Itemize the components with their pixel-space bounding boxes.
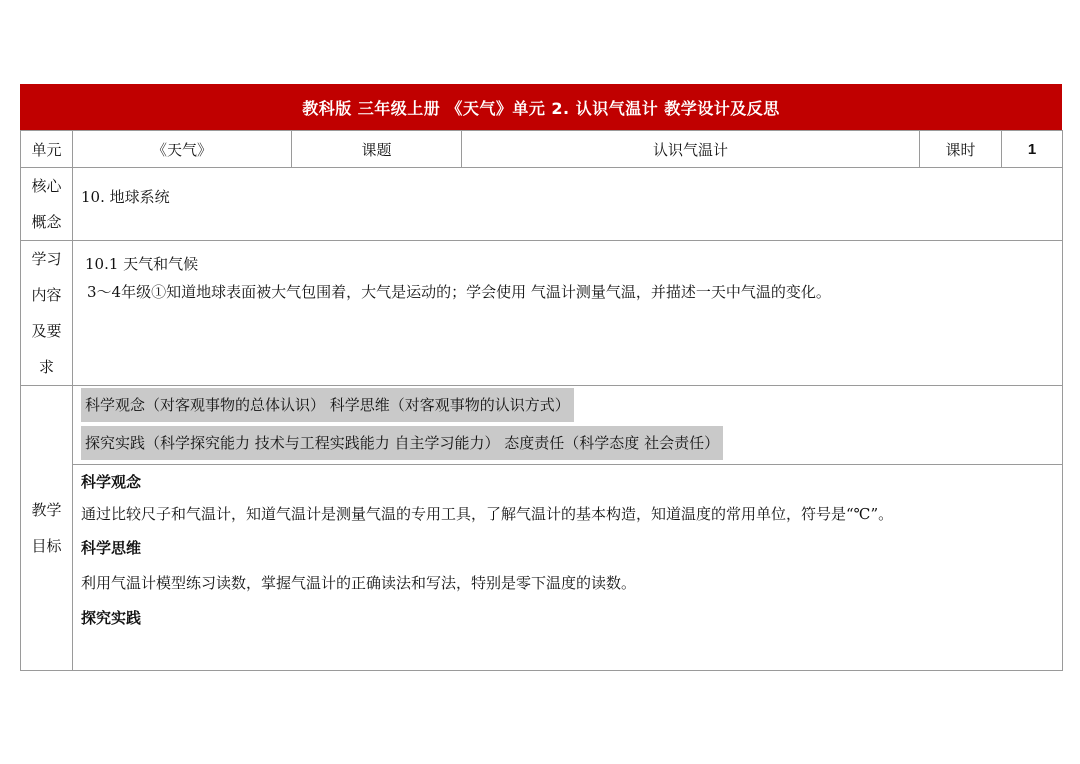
goal-section-title-1: 科学观念	[81, 473, 142, 491]
goal-section-title-2: 科学思维	[81, 539, 142, 557]
core-concept-label: 核心 概念	[21, 168, 73, 241]
core-concept-row	[21, 168, 1063, 241]
period-value: 1	[1002, 131, 1063, 168]
topic-value: 认识气温计	[462, 131, 920, 168]
unit-label: 单元	[21, 131, 73, 168]
lesson-plan-table	[20, 130, 1063, 671]
period-label: 课时	[920, 131, 1002, 168]
goals-banner-2-wrap	[73, 424, 1062, 464]
teaching-goals-row	[21, 386, 1063, 671]
teaching-goals-label: 教学 目标	[21, 386, 73, 671]
unit-row	[21, 131, 1063, 168]
goals-banner-2: 探究实践（科学探究能力 技术与工程实践能力 自主学习能力） 态度责任（科学态度 社会责任）	[81, 426, 723, 460]
goal-section-text-1: 通过比较尺子和气温计，知道气温计是测量气温的专用工具，了解气温计的基本构造，知道温度的常用单位，符号是“℃”。	[81, 505, 894, 523]
goals-banner-1-wrap	[73, 386, 1062, 424]
learning-content-line2: 3～4年级①知道地球表面被大气包围着，大气是运动的；学会使用 气温计测量气温，并描述一天中气温的变化。	[87, 283, 831, 301]
topic-label: 课题	[292, 131, 462, 168]
core-concept-value: 10. 地球系统	[73, 168, 1063, 241]
lesson-plan-document	[20, 84, 1062, 671]
teaching-goals-value	[73, 386, 1063, 671]
learning-content-label: 学习 内容 及要 求	[21, 241, 73, 386]
learning-content-value	[73, 241, 1063, 386]
goals-banner-1: 科学观念（对客观事物的总体认识） 科学思维（对客观事物的认识方式）	[81, 388, 574, 422]
goal-section-text-2: 利用气温计模型练习读数，掌握气温计的正确读法和写法，特别是零下温度的读数。	[81, 574, 637, 592]
goals-details	[73, 464, 1062, 635]
goal-section-title-3: 探究实践	[81, 609, 142, 627]
learning-content-row	[21, 241, 1063, 386]
document-title: 教科版 三年级上册 《天气》单元 2. 认识气温计 教学设计及反思	[20, 84, 1062, 130]
learning-content-line1: 10.1 天气和气候	[85, 255, 199, 273]
unit-value: 《天气》	[73, 131, 292, 168]
